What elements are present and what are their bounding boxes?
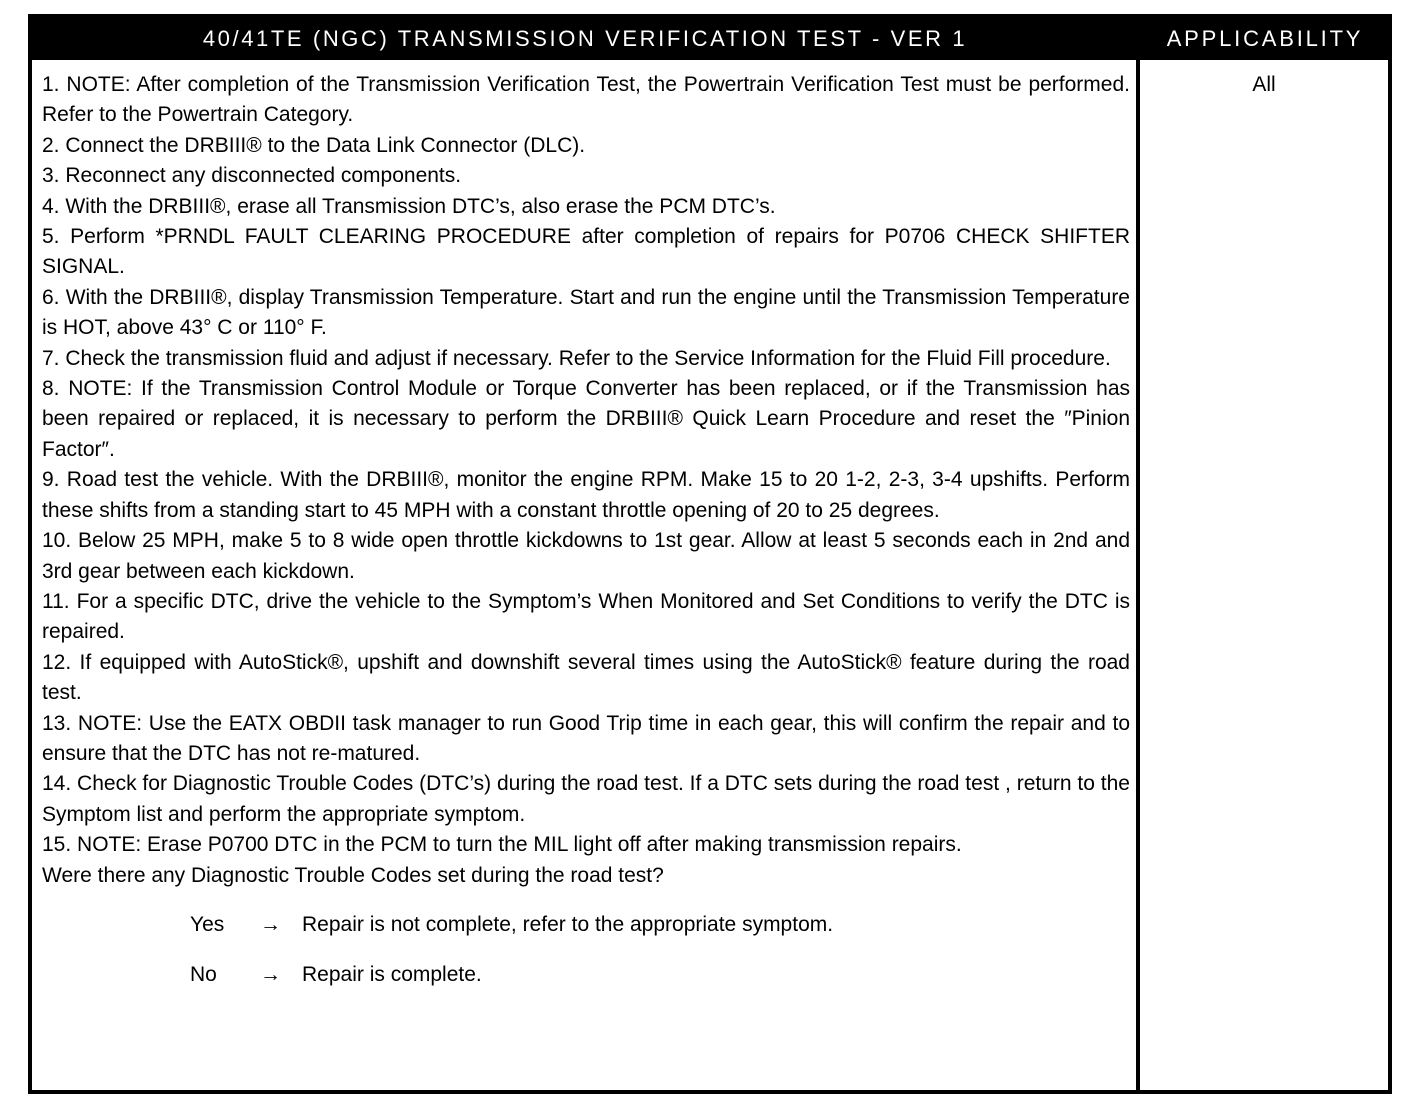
answer-yes-result: Repair is not complete, refer to the appropriate symptom. (302, 912, 834, 936)
step-4: 4. With the DRBIII®, erase all Transmission DTC’s, also erase the PCM DTC’s. (42, 194, 776, 218)
step-6: 6. With the DRBIII®, display Transmission Temperature. Start and run the engine until the Transmission Temperature is HOT, above 43° C or 110° F. (42, 285, 1130, 340)
answer-yes-label: Yes (190, 912, 225, 936)
test-title: 40/41TE (NGC) TRANSMISSION VERIFICATION TEST - VER 1 (202, 26, 968, 51)
step-14: 14. Check for Diagnostic Trouble Codes (DTC’s) during the road test. If a DTC sets during the road test , return to the Symptom list and perform the appropriate symptom. (42, 772, 1130, 826)
step-9: 9. Road test the vehicle. With the DRBIII®, monitor the engine RPM. Make 15 to 20 1-2, 2-3, 3-4 upshifts. Perform these shifts from a standing start to 45 MPH with a constant throttle opening of 20 to 25 degrees. (42, 468, 1130, 522)
answer-no-label: No (190, 962, 217, 986)
answer-no (42, 960, 1130, 1010)
answer-yes (42, 910, 1130, 960)
step-1: 1. NOTE: After completion of the Transmission Verification Test, the Powertrain Verification Test must be performed. Refer to the Powertrain Category. (42, 73, 1130, 127)
arrow-icon: → (260, 912, 281, 936)
step-10: 10. Below 25 MPH, make 5 to 8 wide open throttle kickdowns to 1st gear. Allow at least 5 seconds each in 2nd and 3rd gear between each kickdown. (42, 529, 1130, 583)
step-3: 3. Reconnect any disconnected components. (42, 164, 462, 188)
column-divider (1136, 60, 1140, 1090)
applicability-value: All (1252, 73, 1276, 96)
step-7: 7. Check the transmission fluid and adjust if necessary. Refer to the Service Information for the Fluid Fill procedure. (42, 346, 1111, 370)
applicability-header: APPLICABILITY (1166, 26, 1364, 51)
step-2: 2. Connect the DRBIII® to the Data Link Connector (DLC). (42, 133, 586, 157)
arrow-icon: → (260, 962, 281, 986)
step-11: 11. For a specific DTC, drive the vehicle to the Symptom’s When Monitored and Set Conditions to verify the DTC is repaired. (42, 589, 1130, 644)
verification-test-table (28, 14, 1392, 1094)
step-12: 12. If equipped with AutoStick®, upshift and downshift several times using the AutoStick® feature during the road test. (42, 650, 1130, 705)
procedure-column (42, 70, 1130, 1010)
step-8: 8. NOTE: If the Transmission Control Module or Torque Converter has been replaced, or if the Transmission has been repaired or replaced, it is necessary to perform the DRBIII® Quick Learn Procedure and reset the ″Pinion Factor″. (42, 377, 1130, 461)
step-5: 5. Perform *PRNDL FAULT CLEARING PROCEDURE after completion of repairs for P0706 CHECK SHIFTER SIGNAL. (42, 225, 1130, 279)
answer-no-result: Repair is complete. (302, 962, 482, 986)
applicability-column (1140, 70, 1388, 100)
step-15: 15. NOTE: Erase P0700 DTC in the PCM to turn the MIL light off after making transmission repairs. (42, 833, 962, 857)
answer-list (42, 910, 1130, 1010)
question: Were there any Diagnostic Trouble Codes set during the road test? (42, 863, 664, 887)
step-13: 13. NOTE: Use the EATX OBDII task manager to run Good Trip time in each gear, this will confirm the repair and to ensure that the DTC has not re-matured. (42, 711, 1130, 765)
table-header (32, 18, 1388, 60)
